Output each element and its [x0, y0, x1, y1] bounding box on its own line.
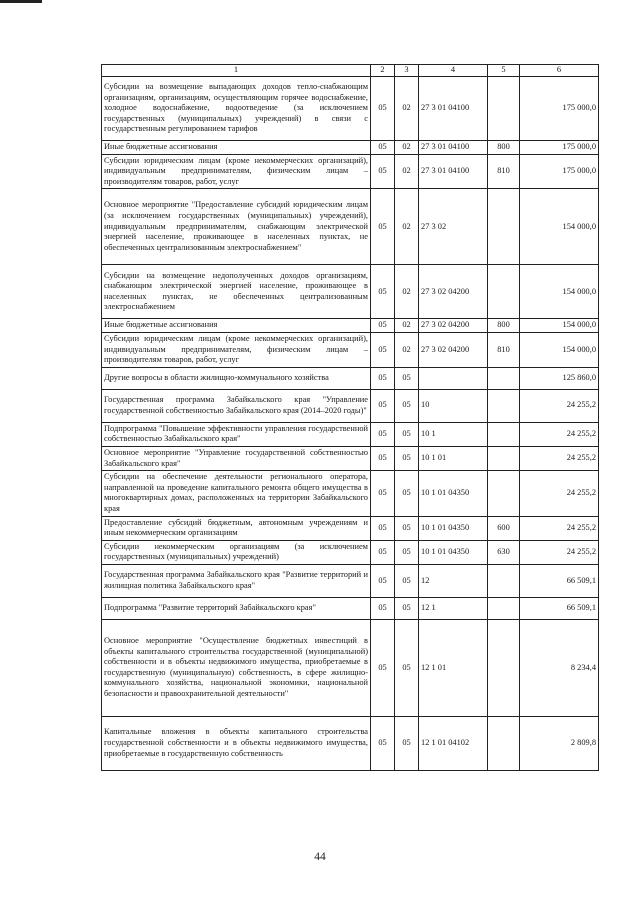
row-expense-type-cell: [488, 471, 520, 516]
table-row: [102, 189, 599, 265]
row-amount-cell: 66 509,1: [520, 564, 599, 597]
table-header-row: [102, 65, 599, 77]
row-section-cell: 05: [371, 471, 395, 516]
row-subsection-cell: 02: [395, 77, 419, 141]
row-section-cell: 05: [371, 141, 395, 155]
table-row: [102, 446, 599, 470]
header-col-2: 2: [371, 65, 395, 77]
row-subsection-cell: 05: [395, 389, 419, 422]
table-row: [102, 619, 599, 716]
row-section-cell: 05: [371, 332, 395, 367]
row-section-cell: 05: [371, 540, 395, 564]
row-target-article-cell: 27 3 02: [419, 189, 488, 265]
row-section-cell: 05: [371, 367, 395, 389]
table-row: [102, 141, 599, 155]
row-name-cell: Основное мероприятие "Осуществление бюджетных инвестиций в объекты капитального строительства государственной (муниципальной) собственности и в объекты недвижимого имущества, приобретаемые в государственную (муниципальную) собственность, в сфере жилищно-коммунального хозяйства, национальной экономики, национальной безопасности и правоохранительной деятельности": [102, 619, 371, 716]
row-name-cell: Основное мероприятие "Предоставление субсидий юридическим лицам (за исключением государственных (муниципальных) учреждений), индивидуальным предпринимателям, снабжающим электрической энергией население, проживающее в населенных пунктах, не обеспеченных централизованным электроснабжением": [102, 189, 371, 265]
row-name-cell: Субсидии юридическим лицам (кроме некоммерческих организаций), индивидуальным предпринимателям, физическим лицам – производителям товаров, работ, услуг: [102, 154, 371, 189]
row-subsection-cell: 05: [395, 540, 419, 564]
row-name-cell: Предоставление субсидий бюджетным, автономным учреждениям и иным некоммерческим организациям: [102, 516, 371, 540]
row-section-cell: 05: [371, 189, 395, 265]
table-row: [102, 597, 599, 619]
row-subsection-cell: 05: [395, 422, 419, 446]
row-section-cell: 05: [371, 265, 395, 319]
row-expense-type-cell: [488, 265, 520, 319]
table-row: [102, 367, 599, 389]
row-target-article-cell: 27 3 01 04100: [419, 77, 488, 141]
row-name-cell: Субсидии некоммерческим организациям (за исключением государственных (муниципальных) учреждений): [102, 540, 371, 564]
row-amount-cell: 154 000,0: [520, 332, 599, 367]
row-name-cell: Иные бюджетные ассигнования: [102, 141, 371, 155]
row-name-cell: Государственная программа Забайкальского края "Управление государственной собственностью Забайкальского края (2014–2020 годы)": [102, 389, 371, 422]
row-expense-type-cell: 810: [488, 332, 520, 367]
row-amount-cell: 24 255,2: [520, 516, 599, 540]
table-row: [102, 154, 599, 189]
page-number: 44: [314, 851, 326, 863]
row-subsection-cell: 02: [395, 265, 419, 319]
row-amount-cell: 154 000,0: [520, 189, 599, 265]
header-col-3: 3: [395, 65, 419, 77]
table-row: [102, 332, 599, 367]
row-expense-type-cell: [488, 389, 520, 422]
scan-edge-mark: [0, 0, 42, 3]
table-row: [102, 516, 599, 540]
table-row: [102, 319, 599, 333]
row-expense-type-cell: [488, 367, 520, 389]
row-target-article-cell: 10 1: [419, 422, 488, 446]
row-expense-type-cell: 810: [488, 154, 520, 189]
row-expense-type-cell: [488, 716, 520, 770]
row-amount-cell: 66 509,1: [520, 597, 599, 619]
row-amount-cell: 125 860,0: [520, 367, 599, 389]
row-target-article-cell: [419, 367, 488, 389]
row-subsection-cell: 02: [395, 189, 419, 265]
row-subsection-cell: 05: [395, 516, 419, 540]
row-name-cell: Основное мероприятие "Управление государственной собственностью Забайкальского края": [102, 446, 371, 470]
row-section-cell: 05: [371, 446, 395, 470]
header-col-6: 6: [520, 65, 599, 77]
table-row: [102, 716, 599, 770]
row-target-article-cell: 12 1: [419, 597, 488, 619]
row-subsection-cell: 02: [395, 319, 419, 333]
row-name-cell: Подпрограмма "Развитие территорий Забайкальского края": [102, 597, 371, 619]
row-target-article-cell: 10 1 01 04350: [419, 516, 488, 540]
row-amount-cell: 24 255,2: [520, 422, 599, 446]
row-name-cell: Субсидии на возмещение выпадающих доходов тепло-снабжающим организациям, организациям, осуществляющим горячее водоснабжение, холодное водоснабжение, водоотведение (за исключением государственных (муниципальных) учреждений) в связи с государственным регулированием тарифов: [102, 77, 371, 141]
row-section-cell: 05: [371, 597, 395, 619]
row-target-article-cell: 10 1 01: [419, 446, 488, 470]
table-row: [102, 471, 599, 516]
budget-table: [101, 64, 599, 771]
row-expense-type-cell: [488, 619, 520, 716]
row-target-article-cell: 27 3 02 04200: [419, 332, 488, 367]
header-col-5: 5: [488, 65, 520, 77]
row-name-cell: Государственная программа Забайкальского края "Развитие территорий и жилищная политика Забайкальского края": [102, 564, 371, 597]
row-expense-type-cell: [488, 77, 520, 141]
row-name-cell: Другие вопросы в области жилищно-коммунального хозяйства: [102, 367, 371, 389]
table-row: [102, 564, 599, 597]
row-amount-cell: 154 000,0: [520, 319, 599, 333]
row-expense-type-cell: [488, 189, 520, 265]
row-section-cell: 05: [371, 77, 395, 141]
row-expense-type-cell: [488, 597, 520, 619]
row-name-cell: Субсидии на обеспечение деятельности регионального оператора, направленной на проведение капитального ремонта общего имущества в многоквартирных домах, расположенных на территории Забайкальского края: [102, 471, 371, 516]
row-target-article-cell: 27 3 01 04100: [419, 141, 488, 155]
row-target-article-cell: 12 1 01 04102: [419, 716, 488, 770]
row-section-cell: 05: [371, 564, 395, 597]
row-amount-cell: 2 809,8: [520, 716, 599, 770]
row-section-cell: 05: [371, 716, 395, 770]
row-section-cell: 05: [371, 516, 395, 540]
header-col-1: 1: [102, 65, 371, 77]
row-subsection-cell: 05: [395, 716, 419, 770]
row-amount-cell: 8 234,4: [520, 619, 599, 716]
row-section-cell: 05: [371, 319, 395, 333]
row-name-cell: Иные бюджетные ассигнования: [102, 319, 371, 333]
row-amount-cell: 24 255,2: [520, 540, 599, 564]
row-subsection-cell: 05: [395, 564, 419, 597]
row-subsection-cell: 05: [395, 597, 419, 619]
row-subsection-cell: 02: [395, 154, 419, 189]
row-name-cell: Подпрограмма "Повышение эффективности управления государственной собственностью Забайкальского края": [102, 422, 371, 446]
row-amount-cell: 175 000,0: [520, 154, 599, 189]
row-amount-cell: 24 255,2: [520, 446, 599, 470]
table-row: [102, 540, 599, 564]
row-name-cell: Субсидии на возмещение недополученных доходов организациям, снабжающим электрической энергией население, проживающее в населенных пунктах, не обеспеченных централизованным электроснабжением: [102, 265, 371, 319]
row-amount-cell: 154 000,0: [520, 265, 599, 319]
row-expense-type-cell: [488, 422, 520, 446]
row-target-article-cell: 10: [419, 389, 488, 422]
row-subsection-cell: 05: [395, 471, 419, 516]
row-section-cell: 05: [371, 619, 395, 716]
row-amount-cell: 175 000,0: [520, 77, 599, 141]
row-subsection-cell: 02: [395, 141, 419, 155]
row-subsection-cell: 05: [395, 367, 419, 389]
row-section-cell: 05: [371, 389, 395, 422]
row-target-article-cell: 12 1 01: [419, 619, 488, 716]
table-row: [102, 389, 599, 422]
row-section-cell: 05: [371, 422, 395, 446]
row-target-article-cell: 10 1 01 04350: [419, 471, 488, 516]
row-target-article-cell: 27 3 02 04200: [419, 265, 488, 319]
row-target-article-cell: 27 3 01 04100: [419, 154, 488, 189]
row-expense-type-cell: 800: [488, 319, 520, 333]
row-target-article-cell: 10 1 01 04350: [419, 540, 488, 564]
row-expense-type-cell: [488, 446, 520, 470]
row-subsection-cell: 05: [395, 619, 419, 716]
table-row: [102, 77, 599, 141]
row-target-article-cell: 12: [419, 564, 488, 597]
header-col-4: 4: [419, 65, 488, 77]
row-name-cell: Капитальные вложения в объекты капитального строительства государственной собственности и в объекты недвижимого имущества, приобретаемые в государственную собственность: [102, 716, 371, 770]
row-expense-type-cell: [488, 564, 520, 597]
table-row: [102, 265, 599, 319]
row-subsection-cell: 02: [395, 332, 419, 367]
row-expense-type-cell: 600: [488, 516, 520, 540]
row-target-article-cell: 27 3 02 04200: [419, 319, 488, 333]
row-expense-type-cell: 630: [488, 540, 520, 564]
row-amount-cell: 175 000,0: [520, 141, 599, 155]
row-section-cell: 05: [371, 154, 395, 189]
row-amount-cell: 24 255,2: [520, 471, 599, 516]
row-name-cell: Субсидии юридическим лицам (кроме некоммерческих организаций), индивидуальным предпринимателям, физическим лицам – производителям товаров, работ, услуг: [102, 332, 371, 367]
row-amount-cell: 24 255,2: [520, 389, 599, 422]
table-row: [102, 422, 599, 446]
row-expense-type-cell: 800: [488, 141, 520, 155]
row-subsection-cell: 05: [395, 446, 419, 470]
